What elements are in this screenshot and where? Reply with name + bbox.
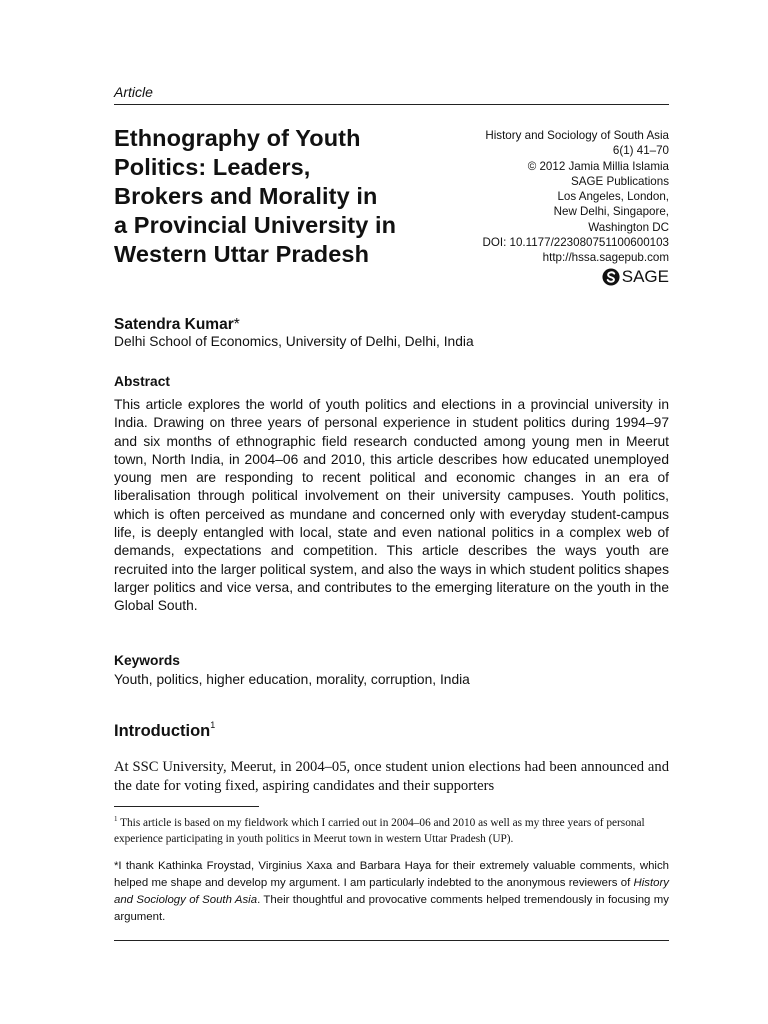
journal-url[interactable]: http://hssa.sagepub.com (542, 251, 669, 265)
journal-copyright: © 2012 Jamia Millia Islamia (527, 159, 669, 173)
author-footnote-text-end: . Their thoughtful and provocative comments helped tremendously in focusing my argument. (114, 894, 669, 923)
journal-cities: Los Angeles, London, (557, 190, 669, 204)
footnote-rule (114, 806, 259, 807)
author-affiliation: Delhi School of Economics, University of Delhi, Delhi, India (114, 334, 474, 349)
journal-issue: 6(1) 41–70 (612, 144, 669, 158)
sage-logo-icon (602, 268, 620, 286)
footnote-1-text: This article is based on my fieldwork which I carried out in 2004–06 and 2010 as well as my three years of personal experience participating in youth politics in Meerut town in western Uttar Pradesh (UP). (114, 816, 645, 845)
journal-cities: Washington DC (588, 220, 669, 234)
abstract-heading: Abstract (114, 374, 170, 389)
journal-doi[interactable]: DOI: 10.1177/223080751100600103 (482, 236, 669, 250)
keywords-text: Youth, politics, higher education, morality, corruption, India (114, 672, 470, 687)
journal-name: History and Sociology of South Asia (485, 129, 669, 142)
title-line: Brokers and Morality in (114, 183, 378, 209)
introduction-heading (114, 722, 215, 741)
footnote-1-marker: 1 (114, 815, 118, 823)
footnote-1 (114, 811, 669, 847)
journal-publisher: SAGE Publications (571, 174, 669, 188)
sage-logo-text: SAGE (621, 266, 669, 286)
title-line: Ethnography of Youth (114, 125, 361, 151)
title-line: a Provincial University in (114, 212, 397, 238)
title-line: Politics: Leaders, (114, 154, 311, 180)
title-line: Western Uttar Pradesh (114, 241, 370, 267)
footnote-ref[interactable]: 1 (210, 720, 216, 730)
footer-rule (114, 940, 669, 941)
author-footnote-text: *I thank Kathinka Froystad, Virginius Xaxa and Barbara Haya for their extremely valuable comments, which helped me shape and develop my argument. I am particularly indebted to the anonymous reviewers of (114, 860, 669, 889)
journal-cities: New Delhi, Singapore, (553, 205, 669, 219)
article-title (114, 124, 454, 269)
introduction-heading-text: Introduction (114, 722, 211, 740)
author-note-marker[interactable]: * (233, 316, 240, 333)
section-label: Article (114, 84, 153, 100)
header-rule (114, 104, 669, 105)
sage-logo (602, 267, 669, 287)
author-name-line (114, 316, 240, 334)
journal-info (439, 128, 669, 290)
keywords-heading: Keywords (114, 653, 180, 668)
author-footnote (114, 858, 669, 926)
introduction-text: At SSC University, Meerut, in 2004–05, once student union elections had been announced and the date for voting fixed, aspiring candidates and their supporters (114, 759, 669, 794)
author-name: Satendra Kumar (114, 316, 234, 333)
abstract-text: This article explores the world of youth politics and elections in a provincial university in India. Drawing on three years of personal experience in student politics during 1994–97 and six months of ethnographic field research conducted among young men in Meerut town, North India, in 2004–06 and 2010, this article describes how educated unemployed young men are responding to recent political and economic changes in an era of liberalisation through political involvement on their university campuses. Youth politics, which is often perceived as mundane and concerned only with everyday student-campus life, is deeply entangled with local, state and even national politics in a complex web of demands, expectations and competition. This article describes the ways youth are recruited into the larger political system, and also the ways in which student politics shapes larger politics and vice versa, and contributes to the emerging literature on the youth in the Global South. (114, 397, 669, 614)
author-footnote-journal: History and Sociology of South Asia (114, 877, 669, 906)
